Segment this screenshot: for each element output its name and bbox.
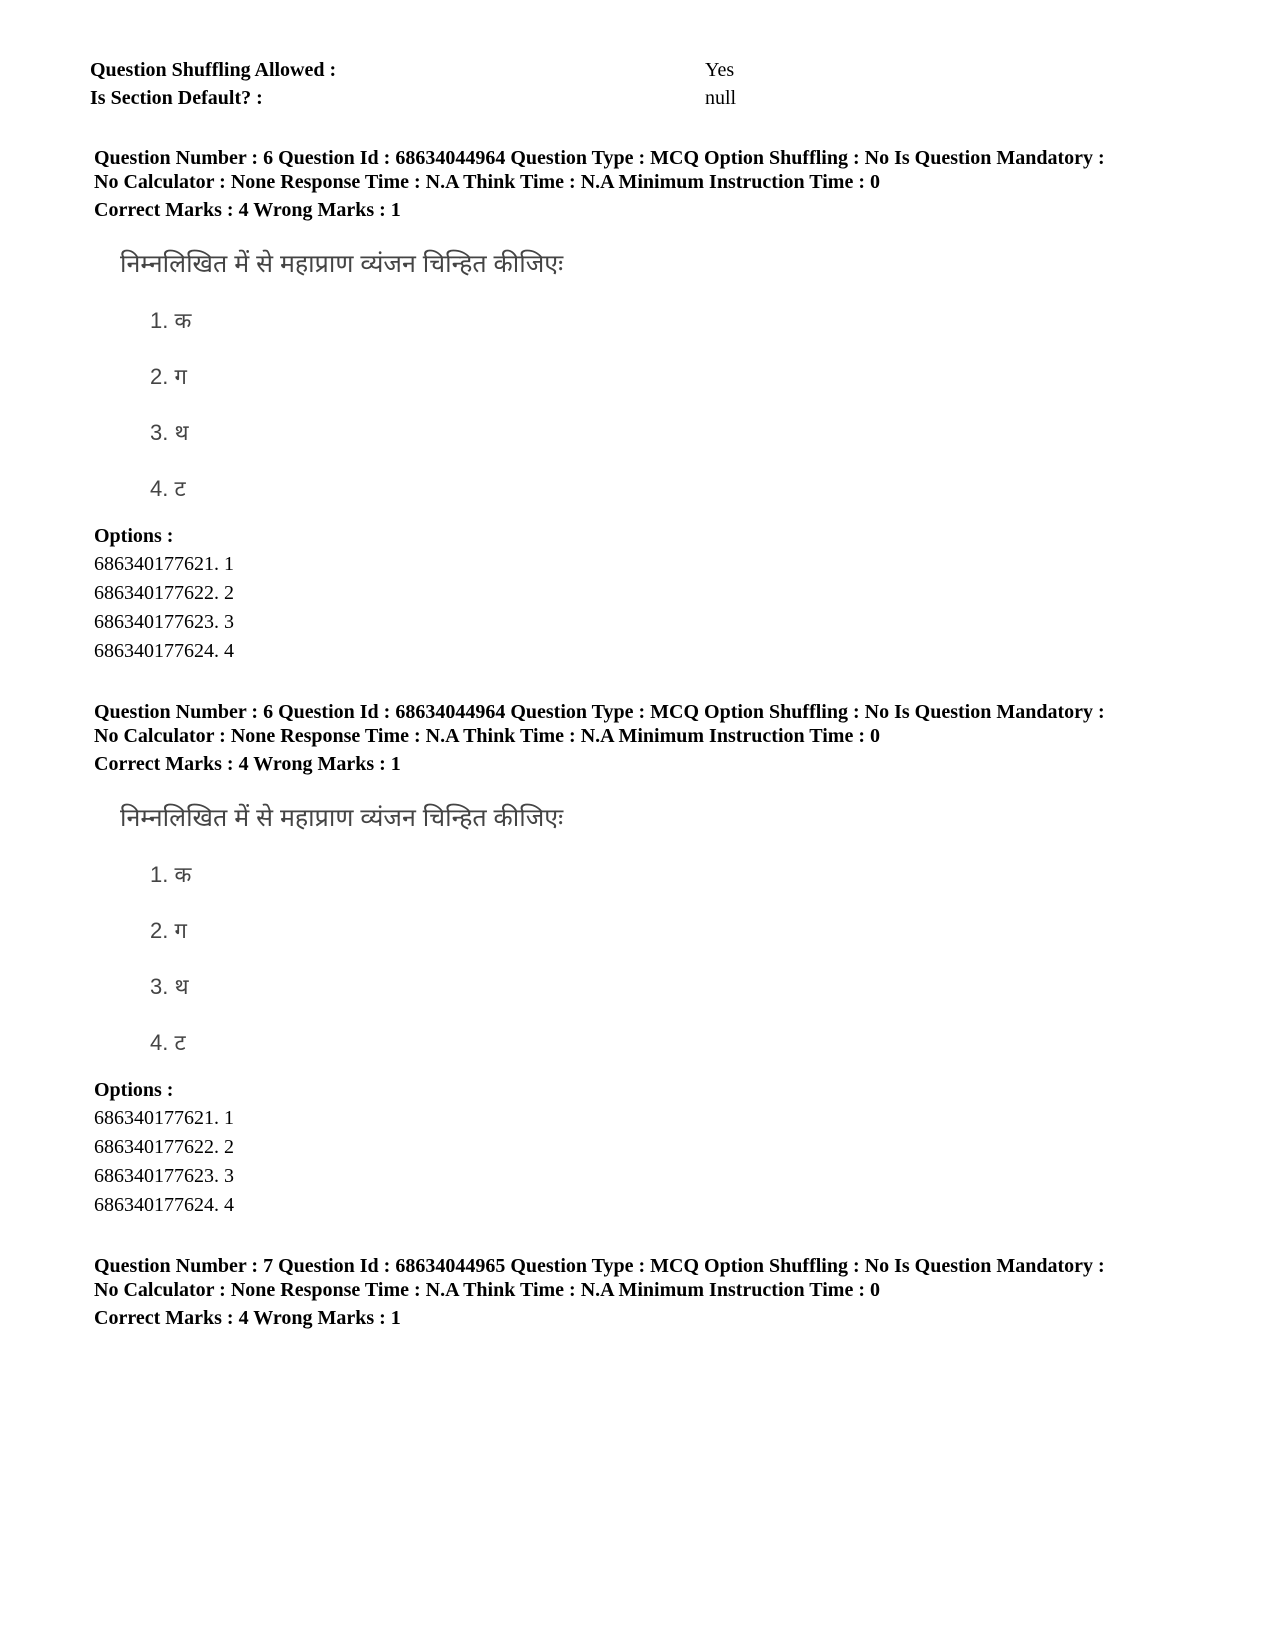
question-meta-line-2: No Calculator : None Response Time : N.A Think Time : N.A Minimum Instruction Time : 0 [94,725,880,747]
question-meta-line-1: Question Number : 6 Question Id : 68634044964 Question Type : MCQ Option Shuffling : No Is Question Mandatory : [94,701,1105,723]
option-item: 686340177623. 3 [94,611,234,633]
question-block [94,700,1224,1220]
option-item: 686340177623. 3 [94,1165,234,1187]
question-meta-line-1: Question Number : 6 Question Id : 68634044964 Question Type : MCQ Option Shuffling : No Is Question Mandatory : [94,147,1105,169]
question-choice: 4. ट [150,476,186,501]
question-choice: 1. क [150,308,192,333]
question-meta-line-2: No Calculator : None Response Time : N.A Think Time : N.A Minimum Instruction Time : 0 [94,1279,880,1301]
question-choice: 3. थ [150,420,189,445]
option-item: 686340177621. 1 [94,1107,234,1129]
question-block [94,1254,1224,1330]
options-heading: Options : [94,1079,174,1101]
question-choice: 3. थ [150,974,189,999]
question-meta-line-1: Question Number : 7 Question Id : 68634044965 Question Type : MCQ Option Shuffling : No Is Question Mandatory : [94,1255,1105,1277]
question-choice: 2. ग [150,364,187,389]
section-shuffling-label: Question Shuffling Allowed : [90,59,337,81]
question-choice: 4. ट [150,1030,186,1055]
options-heading: Options : [94,525,174,547]
question-stem: निम्नलिखित में से महाप्राण व्यंजन चिन्हित कीजिएः [120,804,564,832]
section-shuffling-value: Yes [705,59,735,81]
option-item: 686340177624. 4 [94,1194,234,1216]
option-item: 686340177624. 4 [94,640,234,662]
question-stem: निम्नलिखित में से महाप्राण व्यंजन चिन्हित कीजिएः [120,250,564,278]
question-choice: 2. ग [150,918,187,943]
section-default-label: Is Section Default? : [90,87,263,109]
question-body [120,802,1224,1058]
option-item: 686340177622. 2 [94,582,234,604]
section-default-value: null [705,87,737,109]
question-meta-line-2: No Calculator : None Response Time : N.A Think Time : N.A Minimum Instruction Time : 0 [94,171,880,193]
question-body [120,248,1224,504]
option-item: 686340177621. 1 [94,553,234,575]
question-choice: 1. क [150,862,192,887]
option-item: 686340177622. 2 [94,1136,234,1158]
question-marks: Correct Marks : 4 Wrong Marks : 1 [94,1307,401,1329]
question-block [94,146,1224,666]
question-marks: Correct Marks : 4 Wrong Marks : 1 [94,753,401,775]
question-marks: Correct Marks : 4 Wrong Marks : 1 [94,199,401,221]
